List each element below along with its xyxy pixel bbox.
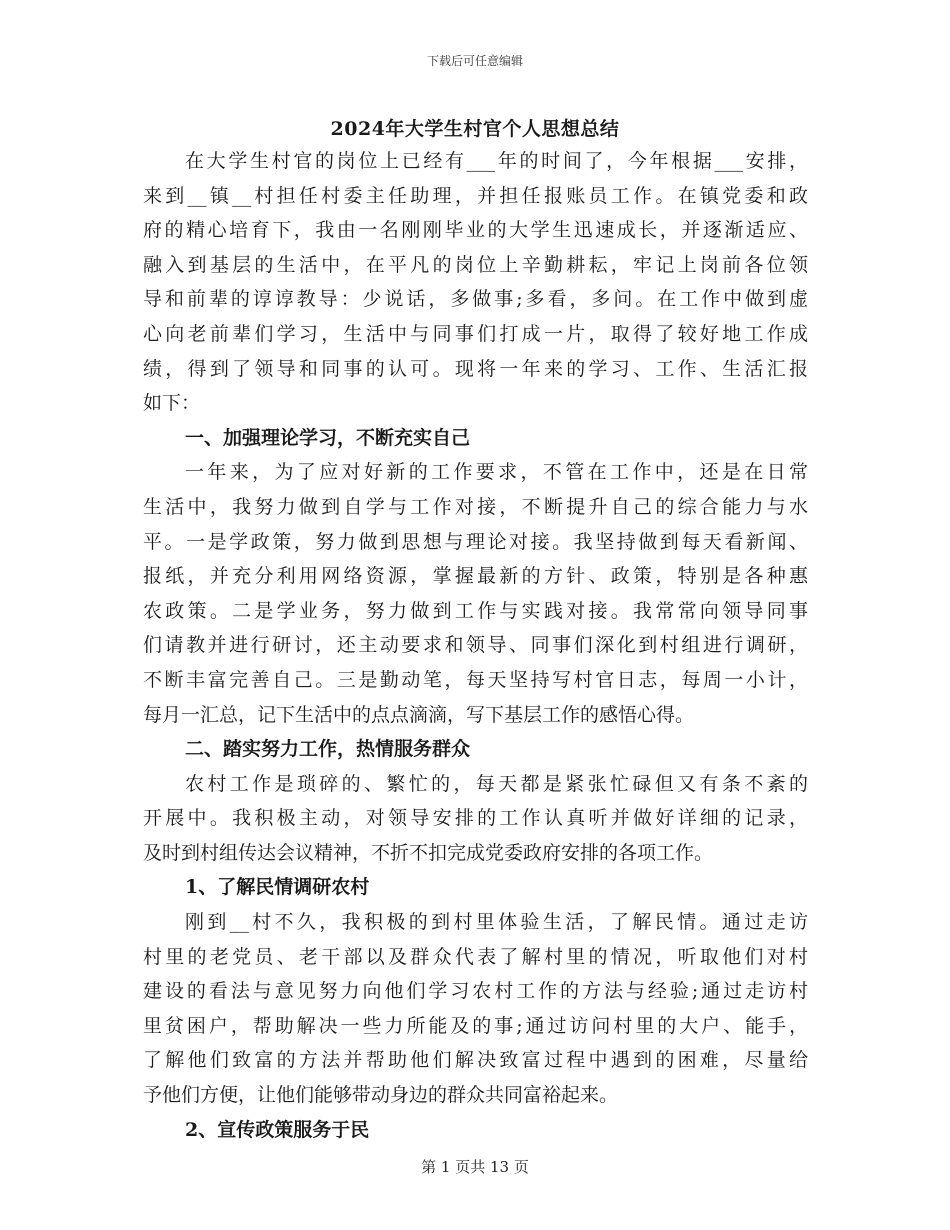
paragraph-line: 刚到__村不久，我积极的到村里体验生活，了解民情。通过走访 bbox=[185, 911, 808, 934]
header-note: 下载后可任意编辑 bbox=[426, 54, 523, 68]
section-heading: 二、踏实努力工作，热情服务群众 bbox=[185, 738, 471, 761]
paragraph-line: 建设的看法与意见努力向他们学习农村工作的方法与经验;通过走访村 bbox=[143, 980, 808, 1003]
paragraph-line: 导和前辈的谆谆教导：少说话，多做事;多看，多问。在工作中做到虚 bbox=[143, 288, 808, 311]
paragraph-line: 了解他们致富的方法并帮助他们解决致富过程中遇到的困难，尽量给 bbox=[143, 1049, 808, 1072]
paragraph-line: 在大学生村官的岗位上已经有___年的时间了，今年根据___安排， bbox=[185, 150, 808, 172]
paragraph bbox=[143, 455, 808, 732]
document-title: 2024年大学生村官个人思想总结 bbox=[330, 118, 620, 140]
paragraph-line: 们请教并进行研讨，还主动要求和领导、同事们深化到村组进行调研， bbox=[143, 634, 808, 657]
section-heading: 2、宣传政策服务于民 bbox=[185, 1118, 370, 1141]
paragraph bbox=[143, 905, 808, 1113]
paragraph-line: 开展中。我积极主动，对领导安排的工作认真听并做好详细的记录， bbox=[143, 807, 808, 830]
paragraph-line: 予他们方便，让他们能够带动身边的群众共同富裕起来。 bbox=[143, 1084, 619, 1107]
paragraph bbox=[143, 767, 808, 871]
paragraph-line: 一年来，为了应对好新的工作要求，不管在工作中，还是在日常 bbox=[185, 461, 808, 484]
paragraph-line: 如下： bbox=[143, 392, 201, 415]
paragraph-line: 平。一是学政策，努力做到思想与理论对接。我坚持做到每天看新闻、 bbox=[143, 530, 808, 553]
paragraph-line: 生活中，我努力做到自学与工作对接，不断提升自己的综合能力与水 bbox=[143, 495, 808, 518]
paragraph-line: 里贫困户，帮助解决一些力所能及的事;通过访问村里的大户、能手， bbox=[143, 1014, 808, 1037]
paragraph-line: 来到__镇__村担任村委主任助理，并担任报账员工作。在镇党委和政 bbox=[143, 184, 808, 207]
paragraph-line: 报纸，并充分利用网络资源，掌握最新的方针、政策，特别是各种惠 bbox=[143, 565, 808, 588]
page-footer: 第 1 页共 13 页 bbox=[421, 1158, 529, 1176]
section-heading: 一、加强理论学习，不断充实自己 bbox=[185, 426, 471, 449]
document-body bbox=[143, 144, 808, 1147]
paragraph-line: 绩，得到了领导和同事的认可。现将一年来的学习、工作、生活汇报 bbox=[143, 357, 808, 380]
paragraph-line: 不断丰富完善自己。三是勤动笔，每天坚持写村官日志，每周一小计， bbox=[143, 668, 808, 691]
paragraph-line: 每月一汇总，记下生活中的点点滴滴，写下基层工作的感悟心得。 bbox=[143, 703, 695, 726]
paragraph-line: 融入到基层的生活中，在平凡的岗位上辛勤耕耘，牢记上岗前各位领 bbox=[143, 253, 808, 276]
paragraph-line: 府的精心培育下，我由一名刚刚毕业的大学生迅速成长，并逐渐适应、 bbox=[143, 219, 808, 242]
paragraph-line: 及时到村组传达会议精神，不折不扣完成党委政府安排的各项工作。 bbox=[143, 841, 714, 864]
paragraph-line: 村里的老党员、老干部以及群众代表了解村里的情况，听取他们对村 bbox=[143, 945, 808, 968]
paragraph bbox=[143, 144, 808, 421]
paragraph-line: 农政策。二是学业务，努力做到工作与实践对接。我常常向领导同事 bbox=[143, 599, 808, 622]
paragraph-line: 心向老前辈们学习，生活中与同事们打成一片，取得了较好地工作成 bbox=[143, 322, 808, 345]
paragraph-line: 农村工作是琐碎的、繁忙的，每天都是紧张忙碌但又有条不紊的 bbox=[185, 772, 808, 795]
section-heading: 1、了解民情调研农村 bbox=[185, 876, 370, 899]
